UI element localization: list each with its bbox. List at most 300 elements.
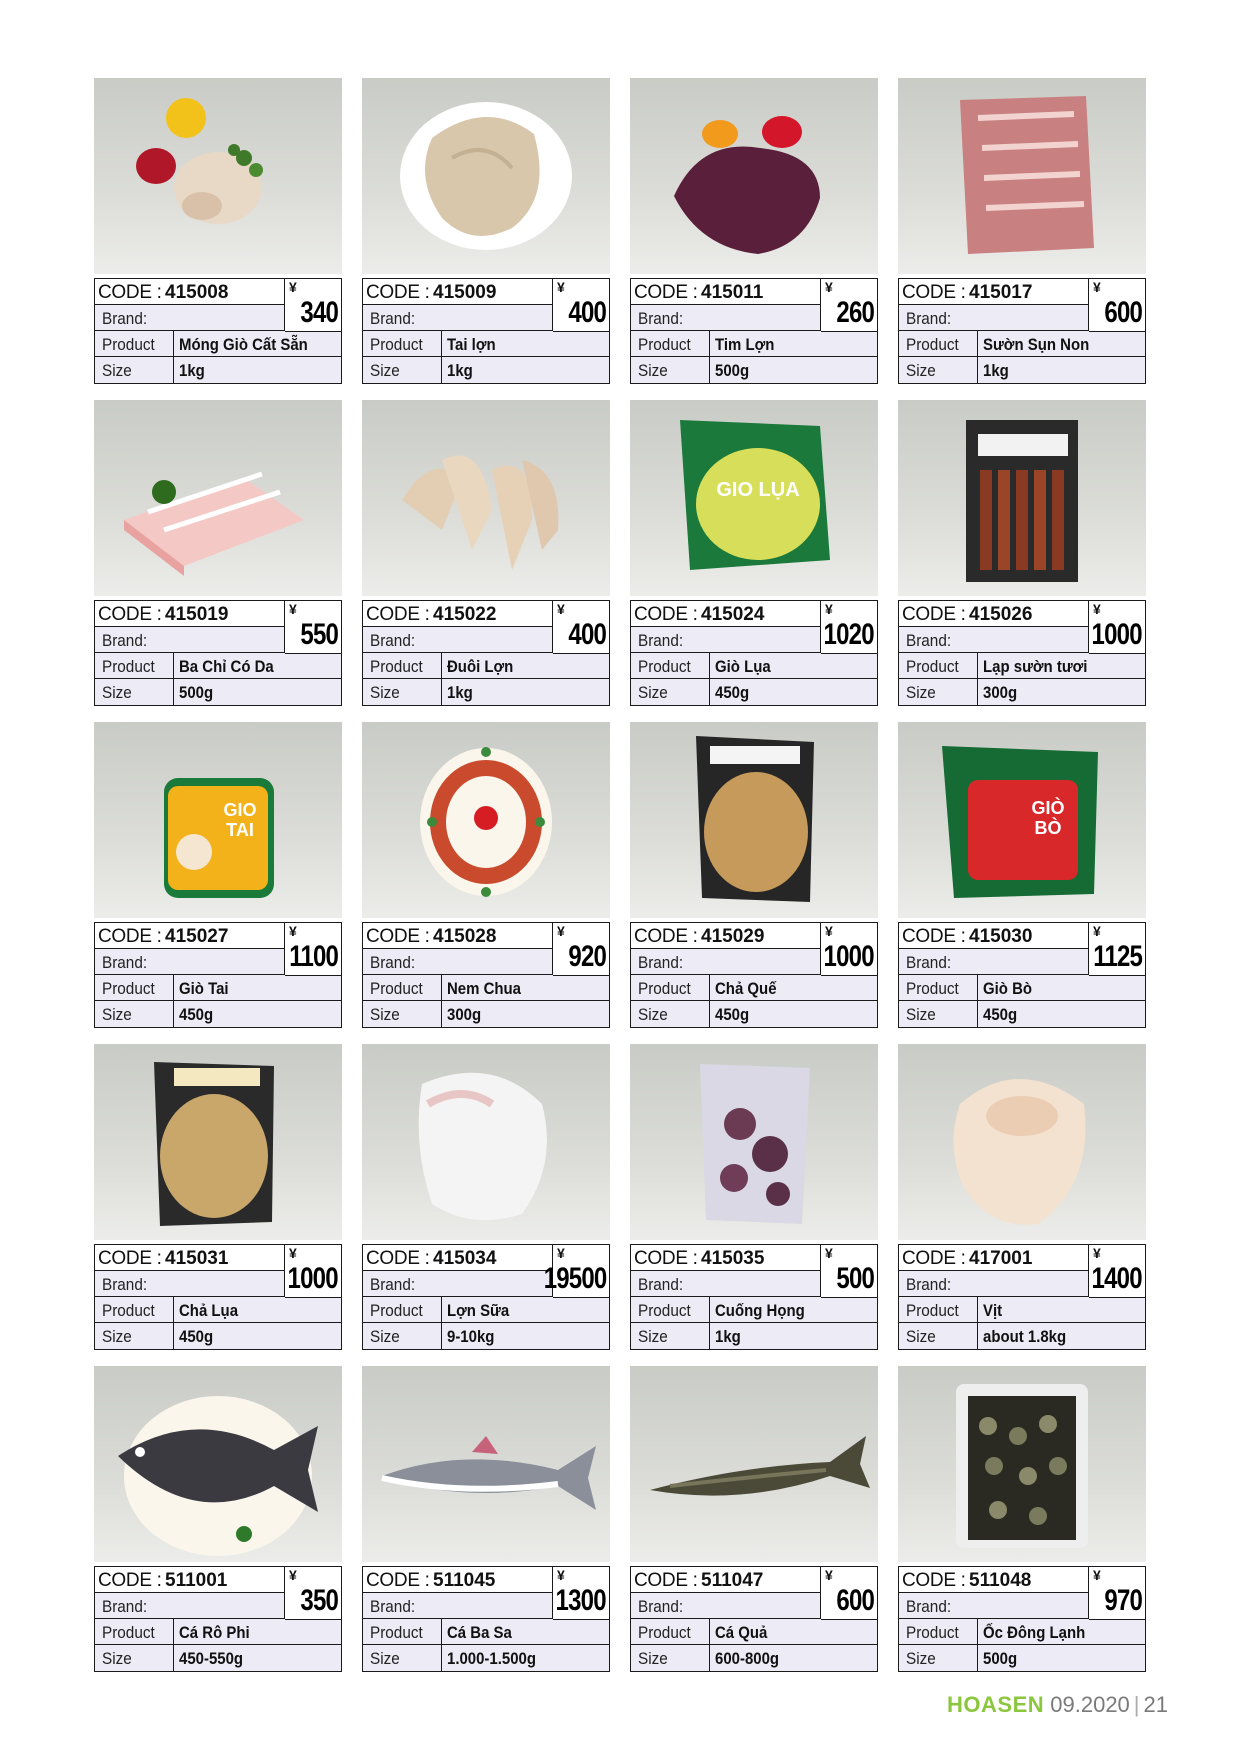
code-label: CODE : (98, 282, 162, 303)
yen-icon: ¥ (289, 601, 297, 617)
brand-row (899, 627, 1089, 653)
product-image (898, 78, 1146, 274)
code-label: CODE : (902, 926, 966, 947)
product-info-table (94, 922, 342, 1028)
product-code: 415008 (165, 282, 229, 303)
product-label: Product (370, 657, 423, 676)
product-label: Product (638, 335, 691, 354)
product-label: Product (370, 335, 423, 354)
product-card (898, 1366, 1146, 1668)
code-row (95, 1245, 285, 1271)
product-image (362, 1366, 610, 1562)
product-name: Giò Bò (983, 979, 1033, 998)
product-label: Product (370, 1301, 423, 1320)
product-card (94, 1044, 342, 1346)
product-row (363, 975, 609, 1001)
product-card (362, 400, 610, 702)
product-code: 415027 (165, 926, 229, 947)
basa-fish-image (362, 1366, 610, 1562)
product-label: Product (102, 1623, 155, 1642)
product-price: 1300 (555, 1584, 606, 1617)
product-info-table (94, 1566, 342, 1672)
brand-row (899, 1271, 1089, 1297)
product-code: 415024 (701, 604, 765, 625)
product-label: Product (638, 1623, 691, 1642)
size-row (631, 1323, 877, 1349)
code-row (363, 923, 553, 949)
size-row (95, 679, 341, 705)
cha-que-pack-image (630, 722, 878, 918)
product-card (94, 400, 342, 702)
product-row (899, 1619, 1145, 1645)
product-name: Ba Chỉ Có Da (179, 657, 274, 676)
product-row (631, 1619, 877, 1645)
product-label: Product (638, 979, 691, 998)
product-price: 550 (300, 618, 338, 651)
product-code: 415030 (969, 926, 1033, 947)
brand-row (95, 1271, 285, 1297)
product-name: Vịt (983, 1301, 1003, 1320)
product-size: 450-550g (179, 1649, 244, 1668)
product-image (362, 722, 610, 918)
product-info-table (362, 1566, 610, 1672)
footer-date: 09.2020 (1050, 1692, 1130, 1717)
size-label: Size (370, 1327, 400, 1346)
product-info-table (898, 1566, 1146, 1672)
brand-label: Brand: (102, 1275, 148, 1294)
product-grid (94, 78, 1146, 1668)
product-price: 1000 (823, 940, 874, 973)
brand-label: Brand: (906, 309, 952, 328)
size-label: Size (638, 683, 668, 702)
yen-icon: ¥ (289, 279, 297, 295)
brand-row (363, 1271, 553, 1297)
product-size: 1kg (447, 683, 473, 702)
price-box (821, 601, 877, 654)
brand-label: Brand: (102, 631, 148, 650)
size-row (95, 1001, 341, 1027)
size-row (631, 1001, 877, 1027)
size-label: Size (906, 1005, 936, 1024)
nem-chua-plate-image (362, 722, 610, 918)
product-row (95, 1619, 341, 1645)
yen-icon: ¥ (1093, 923, 1101, 939)
brand-row (95, 1593, 285, 1619)
price-box (821, 279, 877, 332)
product-card (362, 1044, 610, 1346)
yen-icon: ¥ (557, 601, 565, 617)
product-info-table (898, 600, 1146, 706)
brand-row (631, 949, 821, 975)
suckling-pig-image (362, 1044, 610, 1240)
product-code: 415019 (165, 604, 229, 625)
product-name: Lạp sườn tươi (983, 657, 1088, 676)
product-info-table (362, 922, 610, 1028)
product-row (363, 331, 609, 357)
product-code: 415028 (433, 926, 497, 947)
code-label: CODE : (902, 282, 966, 303)
brand-label: Brand: (906, 1597, 952, 1616)
size-row (899, 1645, 1145, 1671)
product-name: Giò Lụa (715, 657, 771, 676)
product-size: 450g (179, 1005, 214, 1024)
product-card (362, 78, 610, 380)
size-label: Size (638, 1649, 668, 1668)
product-label: Product (906, 335, 959, 354)
size-row (363, 1323, 609, 1349)
code-label: CODE : (366, 926, 430, 947)
size-label: Size (638, 1005, 668, 1024)
code-row (363, 279, 553, 305)
product-code: 415022 (433, 604, 497, 625)
product-price: 600 (1104, 296, 1142, 329)
product-row (95, 975, 341, 1001)
product-image (94, 400, 342, 596)
svg-text:TAI: TAI (226, 820, 254, 840)
code-row (899, 601, 1089, 627)
product-card (630, 1044, 878, 1346)
code-row (899, 1567, 1089, 1593)
product-price: 1100 (289, 940, 338, 973)
code-label: CODE : (366, 282, 430, 303)
product-name: Cá Ba Sa (447, 1623, 512, 1642)
product-row (899, 331, 1145, 357)
product-price: 350 (300, 1584, 338, 1617)
yen-icon: ¥ (289, 1245, 297, 1261)
code-row (631, 1245, 821, 1271)
brand-label: Brand: (906, 1275, 952, 1294)
product-code: 415011 (701, 282, 764, 303)
brand-row (95, 305, 285, 331)
price-box (553, 601, 609, 654)
product-code: 511045 (433, 1570, 496, 1591)
product-size: 500g (179, 683, 214, 702)
brand-label: Brand: (370, 309, 416, 328)
price-box (553, 923, 609, 976)
pork-trotters-image (94, 78, 342, 274)
code-label: CODE : (634, 1248, 698, 1269)
product-price: 400 (568, 618, 606, 651)
size-label: Size (102, 1649, 132, 1668)
product-price: 920 (568, 940, 606, 973)
product-card (94, 1366, 342, 1668)
code-row (631, 923, 821, 949)
brand-row (899, 949, 1089, 975)
product-card (630, 1366, 878, 1668)
price-box (821, 923, 877, 976)
brand-label: Brand: (906, 953, 952, 972)
product-card (898, 722, 1146, 1024)
product-info-table (630, 600, 878, 706)
product-name: Tim Lợn (715, 335, 775, 354)
product-size: 9-10kg (447, 1327, 495, 1346)
product-card (362, 1366, 610, 1668)
brand-label: Brand: (638, 631, 684, 650)
price-box (285, 1245, 341, 1298)
product-card (898, 1044, 1146, 1346)
brand-row (631, 627, 821, 653)
product-card (898, 78, 1146, 380)
product-code: 415029 (701, 926, 765, 947)
code-label: CODE : (98, 1570, 162, 1591)
product-price: 19500 (543, 1262, 606, 1295)
product-size: 1kg (983, 361, 1009, 380)
code-row (631, 601, 821, 627)
size-row (899, 1323, 1145, 1349)
product-image (630, 400, 878, 596)
size-row (899, 357, 1145, 383)
size-label: Size (906, 683, 936, 702)
product-name: Chả Quế (715, 979, 777, 998)
product-image (898, 722, 1146, 918)
size-row (631, 357, 877, 383)
size-label: Size (102, 683, 132, 702)
size-label: Size (906, 1327, 936, 1346)
code-label: CODE : (98, 1248, 162, 1269)
frozen-snails-image (898, 1366, 1146, 1562)
product-price: 340 (300, 296, 338, 329)
brand-label: Brand: (638, 309, 684, 328)
code-label: CODE : (902, 604, 966, 625)
yen-icon: ¥ (825, 1245, 833, 1261)
price-box (1089, 923, 1145, 976)
brand-row (631, 1593, 821, 1619)
product-row (899, 1297, 1145, 1323)
product-size: 450g (715, 683, 750, 702)
product-size: 1kg (447, 361, 473, 380)
product-row (631, 975, 877, 1001)
brand-label: Brand: (370, 953, 416, 972)
brand-label: Brand: (638, 1275, 684, 1294)
product-image (94, 722, 342, 918)
size-row (363, 1645, 609, 1671)
product-info-table (630, 278, 878, 384)
product-info-table (94, 600, 342, 706)
product-size: 500g (983, 1649, 1018, 1668)
product-card (630, 400, 878, 702)
size-row (899, 679, 1145, 705)
yen-icon: ¥ (557, 923, 565, 939)
product-card (898, 400, 1146, 702)
product-label: Product (102, 335, 155, 354)
product-code: 415026 (969, 604, 1033, 625)
yen-icon: ¥ (825, 1567, 833, 1583)
product-card (630, 722, 878, 1024)
product-image (630, 722, 878, 918)
size-label: Size (906, 361, 936, 380)
yen-icon: ¥ (557, 1245, 565, 1261)
brand-row (363, 305, 553, 331)
pork-tail-image (362, 400, 610, 596)
code-row (95, 279, 285, 305)
product-size: 1kg (715, 1327, 741, 1346)
product-size: about 1.8kg (983, 1327, 1067, 1346)
price-box (285, 1567, 341, 1620)
product-info-table (362, 1244, 610, 1350)
cha-lua-pack-image (94, 1044, 342, 1240)
brand-row (363, 949, 553, 975)
product-size: 450g (715, 1005, 750, 1024)
product-info-table (630, 1566, 878, 1672)
price-box (821, 1245, 877, 1298)
product-image (630, 78, 878, 274)
product-image (94, 1366, 342, 1562)
product-row (899, 975, 1145, 1001)
product-info-table (94, 1244, 342, 1350)
product-size: 1kg (179, 361, 205, 380)
tilapia-plate-image (94, 1366, 342, 1562)
product-row (363, 653, 609, 679)
product-label: Product (102, 657, 155, 676)
code-label: CODE : (902, 1248, 966, 1269)
brand-row (631, 1271, 821, 1297)
code-row (95, 601, 285, 627)
code-label: CODE : (366, 1248, 430, 1269)
product-code: 415009 (433, 282, 497, 303)
size-label: Size (906, 1649, 936, 1668)
code-row (899, 1245, 1089, 1271)
svg-text:GIO: GIO (223, 800, 257, 820)
product-code: 415031 (165, 1248, 229, 1269)
code-row (95, 1567, 285, 1593)
yen-icon: ¥ (825, 279, 833, 295)
product-label: Product (906, 979, 959, 998)
brand-row (363, 1593, 553, 1619)
product-price: 1000 (287, 1262, 338, 1295)
yen-icon: ¥ (557, 279, 565, 295)
yen-icon: ¥ (1093, 1245, 1101, 1261)
product-row (363, 1619, 609, 1645)
product-image (630, 1044, 878, 1240)
product-row (631, 653, 877, 679)
yen-icon: ¥ (1093, 1567, 1101, 1583)
code-label: CODE : (902, 1570, 966, 1591)
size-row (363, 679, 609, 705)
product-size: 600-800g (715, 1649, 780, 1668)
code-label: CODE : (634, 604, 698, 625)
brand-label: Brand: (638, 953, 684, 972)
size-label: Size (102, 361, 132, 380)
product-image (630, 1366, 878, 1562)
product-label: Product (370, 979, 423, 998)
product-info-table (630, 922, 878, 1028)
svg-text:GIÒ: GIÒ (1031, 798, 1065, 818)
product-info-table (898, 1244, 1146, 1350)
gio-lua-pack-image (630, 400, 878, 596)
brand-row (95, 949, 285, 975)
product-code: 415017 (969, 282, 1033, 303)
size-label: Size (102, 1327, 132, 1346)
product-code: 417001 (969, 1248, 1033, 1269)
code-row (95, 923, 285, 949)
product-row (95, 653, 341, 679)
brand-row (631, 305, 821, 331)
product-row (95, 331, 341, 357)
price-box (553, 279, 609, 332)
product-row (899, 653, 1145, 679)
price-box (1089, 601, 1145, 654)
yen-icon: ¥ (825, 601, 833, 617)
price-box (1089, 1245, 1145, 1298)
product-code: 415034 (433, 1248, 497, 1269)
price-box (1089, 1567, 1145, 1620)
product-code: 511001 (165, 1570, 228, 1591)
product-label: Product (102, 1301, 155, 1320)
gio-bo-pack-image (898, 722, 1146, 918)
product-price: 260 (836, 296, 874, 329)
product-name: Ốc Đông Lạnh (983, 1623, 1086, 1642)
code-label: CODE : (634, 926, 698, 947)
yen-icon: ¥ (1093, 279, 1101, 295)
product-name: Tai lợn (447, 335, 496, 354)
product-size: 1.000-1.500g (447, 1649, 537, 1668)
product-name: Lợn Sữa (447, 1301, 510, 1320)
size-row (631, 679, 877, 705)
code-label: CODE : (634, 1570, 698, 1591)
size-label: Size (370, 1005, 400, 1024)
product-image (898, 1044, 1146, 1240)
yen-icon: ¥ (825, 923, 833, 939)
code-label: CODE : (366, 1570, 430, 1591)
size-row (899, 1001, 1145, 1027)
product-row (95, 1297, 341, 1323)
size-label: Size (370, 361, 400, 380)
product-row (631, 331, 877, 357)
pork-heart-image (630, 78, 878, 274)
product-price: 1000 (1091, 618, 1142, 651)
brand-label: Brand: (638, 1597, 684, 1616)
svg-text:BÒ: BÒ (1034, 818, 1062, 838)
yen-icon: ¥ (1093, 601, 1101, 617)
yen-icon: ¥ (289, 1567, 297, 1583)
product-label: Product (906, 1623, 959, 1642)
product-price: 1400 (1091, 1262, 1142, 1295)
product-size: 450g (179, 1327, 214, 1346)
size-label: Size (370, 683, 400, 702)
yen-icon: ¥ (289, 923, 297, 939)
product-info-table (630, 1244, 878, 1350)
product-info-table (94, 278, 342, 384)
sausage-pack-image (898, 400, 1146, 596)
product-size: 450g (983, 1005, 1018, 1024)
product-info-table (898, 278, 1146, 384)
size-row (631, 1645, 877, 1671)
product-info-table (362, 600, 610, 706)
brand-label: Brand: (370, 1597, 416, 1616)
product-price: 1125 (1093, 940, 1142, 973)
product-card (362, 722, 610, 1024)
brand-row (363, 627, 553, 653)
gio-tai-roll-image (94, 722, 342, 918)
product-image (362, 78, 610, 274)
product-label: Product (370, 1623, 423, 1642)
product-name: Chả Lụa (179, 1301, 239, 1320)
size-row (363, 1001, 609, 1027)
code-row (363, 601, 553, 627)
product-label: Product (638, 657, 691, 676)
brand-row (899, 305, 1089, 331)
product-image (94, 78, 342, 274)
product-image (362, 400, 610, 596)
brand-label: Brand: (370, 1275, 416, 1294)
yen-icon: ¥ (557, 1567, 565, 1583)
snakehead-fish-image (630, 1366, 878, 1562)
package-label: GIO LỤA (716, 479, 800, 501)
product-card (94, 78, 342, 380)
price-box (543, 1245, 609, 1298)
product-card (630, 78, 878, 380)
product-price: 500 (836, 1262, 874, 1295)
